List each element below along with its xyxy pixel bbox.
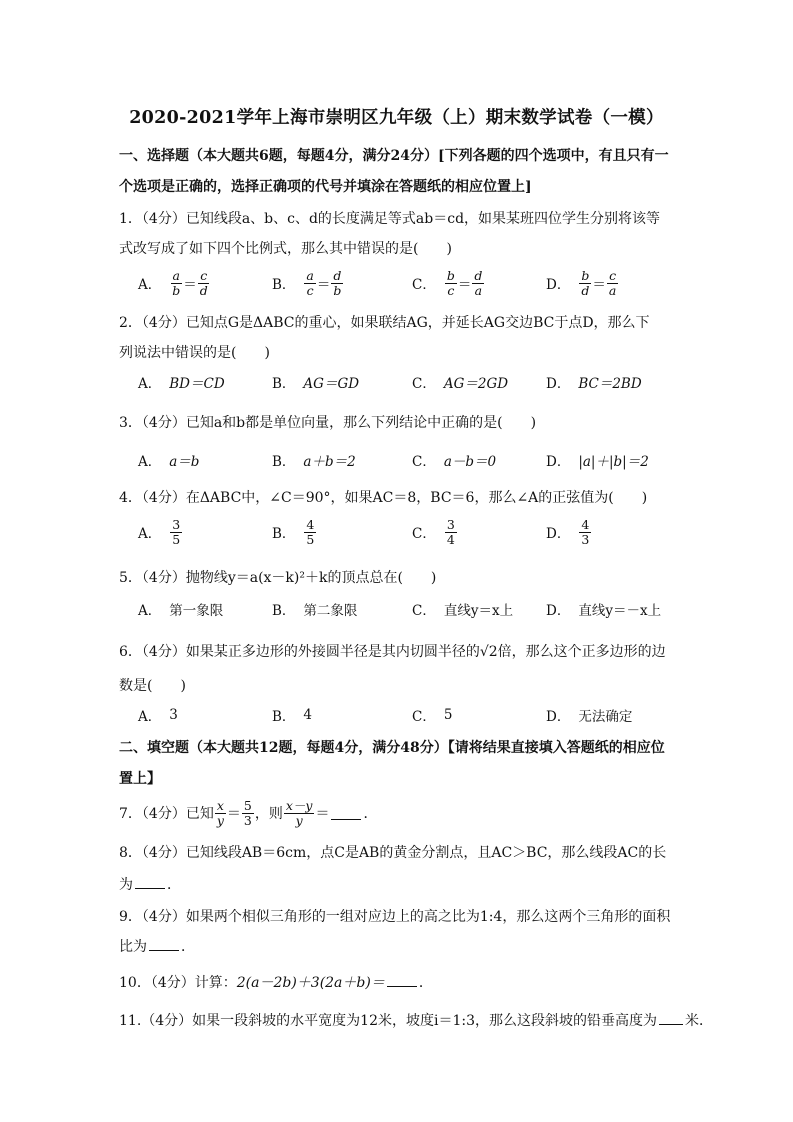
option-b: B． $\frac{4}{5}$ bbox=[272, 516, 315, 547]
question-10-text: 10．（4分）计算：2(a－2b)＋3(2a＋b)＝ ． bbox=[119, 975, 433, 991]
option-a: A． $\frac{a}{b}$ ＝ $\frac{c}{d}$ bbox=[138, 267, 208, 298]
option-b: B． AG＝GD bbox=[272, 376, 360, 392]
question-8-text-cont: 为 ． bbox=[119, 877, 181, 893]
option-c: C． 5 bbox=[412, 707, 453, 725]
page-title: 2020-2021学年上海市崇明区九年级（上）期末数学试卷（一模） bbox=[129, 108, 664, 128]
option-d: D． |a|＋|b|＝2 bbox=[546, 454, 649, 470]
option-c: C． $\frac{3}{4}$ bbox=[412, 516, 455, 547]
option-a: A． BD＝CD bbox=[138, 376, 225, 392]
option-label: A． bbox=[138, 277, 162, 293]
question-8-text: 8．（4分）已知线段AB＝6cm，点C是AB的黄金分割点，且AC＞BC，那么线段AC的长 bbox=[119, 845, 667, 861]
option-b: B． 第二象限 bbox=[272, 603, 358, 619]
option-c: C． a－b＝0 bbox=[412, 454, 497, 470]
question-9-text-cont: 比为 ． bbox=[119, 939, 195, 955]
question-6-text: 6．（4分）如果某正多边形的外接圆半径是其内切圆半径的√2倍，那么这个正多边形的边 bbox=[119, 644, 666, 660]
fraction: $\frac{a}{b}$ bbox=[172, 267, 181, 298]
fraction: $\frac{3}{4}$ bbox=[446, 516, 455, 547]
question-3-text: 3．（4分）已知a和b都是单位向量，那么下列结论中正确的是( ) bbox=[119, 415, 537, 431]
fraction: $\frac{3}{5}$ bbox=[172, 516, 181, 547]
fraction: $\frac{b}{c}$ bbox=[446, 267, 455, 298]
question-1-text-cont: 式改写成了如下四个比例式，那么其中错误的是( ) bbox=[119, 241, 452, 257]
option-b: B． a＋b＝2 bbox=[272, 454, 356, 470]
answer-blank bbox=[387, 973, 417, 987]
question-1-options bbox=[138, 266, 698, 300]
fraction: $\frac{4}{3}$ bbox=[581, 516, 590, 547]
question-2-text: 2．（4分）已知点G是ΔABC的重心，如果联结AG，并延长AG交边BC于点D，那么下 bbox=[119, 315, 650, 331]
fraction: $\frac{d}{b}$ bbox=[333, 267, 342, 298]
fraction: $\frac{a}{c}$ bbox=[306, 267, 314, 298]
answer-blank bbox=[659, 1011, 683, 1025]
option-b: B． 4 bbox=[272, 707, 313, 725]
question-7-text: 7．（4分）已知 $\frac{x}{y}$ ＝ $\frac{5}{3}$ ，则 $\frac{x-y}{y}$ ＝ ． bbox=[119, 797, 378, 828]
option-d: D． BC＝2BD bbox=[546, 376, 642, 392]
option-c: C． $\frac{b}{c}$ ＝ $\frac{d}{a}$ bbox=[412, 267, 483, 298]
section-2-heading-cont: 置上】 bbox=[119, 771, 161, 787]
question-2-text-cont: 列说法中错误的是( ) bbox=[119, 345, 270, 361]
option-a: A． a＝b bbox=[138, 454, 200, 470]
option-c: C． AG＝2GD bbox=[412, 376, 509, 392]
option-label: C． bbox=[412, 277, 436, 293]
question-5-options bbox=[138, 592, 698, 626]
fraction: $\frac{c}{a}$ bbox=[608, 267, 617, 298]
option-a: A． $\frac{3}{5}$ bbox=[138, 516, 181, 547]
section-1-heading-cont: 个选项是正确的，选择正确项的代号并填涂在答题纸的相应位置上] bbox=[119, 179, 532, 195]
question-5-text: 5．（4分）抛物线y＝a(x－k)²＋k的顶点总在( ) bbox=[119, 570, 437, 586]
option-b: B． $\frac{a}{c}$ ＝ $\frac{d}{b}$ bbox=[272, 267, 342, 298]
option-d: D． 直线y＝－x上 bbox=[546, 603, 662, 619]
question-9-text: 9．（4分）如果两个相似三角形的一组对应边上的高之比为1:4，那么这两个三角形的面积 bbox=[119, 909, 671, 925]
answer-blank bbox=[135, 875, 165, 889]
option-a: A． 第一象限 bbox=[138, 603, 224, 619]
fraction: $\frac{x}{y}$ bbox=[216, 797, 224, 828]
option-d: D． 无法确定 bbox=[546, 709, 633, 725]
option-label: B． bbox=[272, 277, 296, 293]
section-1-heading: 一、选择题（本大题共6题，每题4分，满分24分）[下列各题的四个选项中，有且只有一 bbox=[119, 148, 669, 164]
question-1-text: 1．（4分）已知线段a、b、c、d的长度满足等式ab＝cd，如果某班四位学生分别将该等 bbox=[119, 211, 661, 227]
question-11-text: 11.（4分）如果一段斜坡的水平宽度为12米，坡度i＝1:3，那么这段斜坡的铅垂高度为 米． bbox=[119, 1013, 713, 1029]
option-label: D． bbox=[546, 277, 571, 293]
option-d: D． $\frac{b}{d}$ ＝ $\frac{c}{a}$ bbox=[546, 267, 617, 298]
option-d: D． $\frac{4}{3}$ bbox=[546, 516, 590, 547]
question-4-text: 4．（4分）在ΔABC中，∠C＝90°，如果AC＝8，BC＝6，那么∠A的正弦值为( ) bbox=[119, 490, 648, 506]
fraction: $\frac{c}{d}$ bbox=[199, 267, 208, 298]
question-2-options bbox=[138, 365, 698, 399]
fraction: $\frac{b}{d}$ bbox=[581, 267, 590, 298]
fraction: $\frac{4}{5}$ bbox=[306, 516, 315, 547]
answer-blank bbox=[331, 806, 361, 820]
fraction: $\frac{5}{3}$ bbox=[243, 797, 252, 828]
question-4-options bbox=[138, 515, 698, 549]
answer-blank bbox=[149, 937, 179, 951]
option-c: C． 直线y＝x上 bbox=[412, 603, 514, 619]
question-6-text-cont: 数是( ) bbox=[119, 678, 186, 694]
fraction: $\frac{x-y}{y}$ bbox=[285, 797, 313, 828]
fraction: $\frac{d}{a}$ bbox=[474, 267, 483, 298]
question-6-options bbox=[138, 698, 698, 732]
option-a: A． 3 bbox=[138, 707, 178, 725]
section-2-heading: 二、填空题（本大题共12题，每题4分，满分48分）【请将结果直接填入答题纸的相应位 bbox=[119, 740, 665, 756]
question-3-options bbox=[138, 443, 698, 477]
